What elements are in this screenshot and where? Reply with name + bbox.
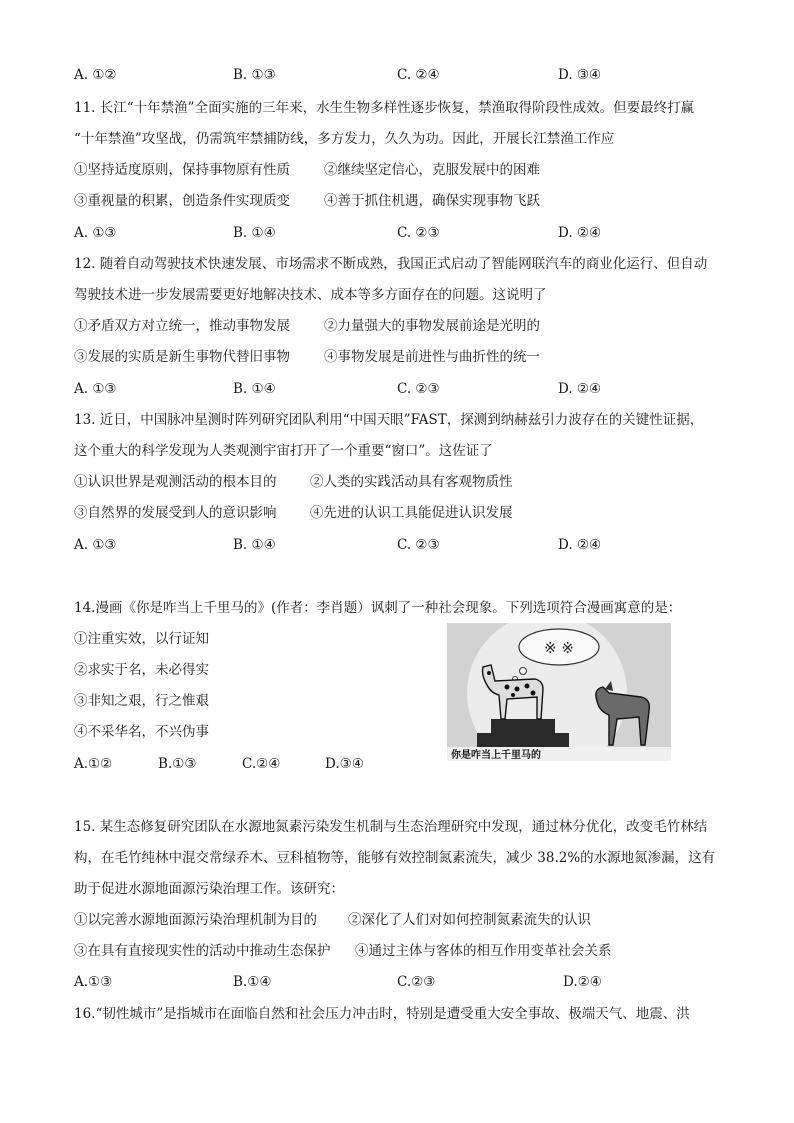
q12-option-a[interactable]: A. ①③ <box>74 381 117 397</box>
q11-option-a[interactable]: A. ①③ <box>74 225 117 241</box>
cartoon-caption: 你是咋当上千里马的 <box>451 750 541 761</box>
q15-option-c[interactable]: C.②③ <box>397 974 436 990</box>
q11-option-d[interactable]: D. ②④ <box>558 225 602 241</box>
q15-option-a[interactable]: A.①③ <box>74 974 113 990</box>
q11-option-b[interactable]: B. ①④ <box>233 225 276 241</box>
q10-option-d[interactable]: D. ③④ <box>558 67 602 83</box>
q15-option-b[interactable]: B.①④ <box>233 974 272 990</box>
q10-option-b[interactable]: B. ①③ <box>233 67 276 83</box>
q11-item-2: ②继续坚定信心，克服发展中的困难 <box>324 162 540 178</box>
cartoon-illustration <box>447 623 671 761</box>
q14-item-3: ③非知之艰，行之惟艰 <box>74 693 209 709</box>
q12-item-2: ②力量强大的事物发展前途是光明的 <box>324 318 540 334</box>
q11-option-c[interactable]: C. ②③ <box>397 225 440 241</box>
q13-item-1: ①认识世界是观测活动的根本目的 <box>74 474 277 490</box>
q14-option-d[interactable]: D.③④ <box>325 756 364 772</box>
q13-option-c[interactable]: C. ②③ <box>397 537 440 553</box>
q15-stem-line3: 助于促进水源地面源污染治理工作。该研究： <box>74 881 344 897</box>
q11-item-3: ③重视量的积累，创造条件实现质变 <box>74 193 290 209</box>
q15-item-4: ④通过主体与客体的相互作用变革社会关系 <box>355 943 612 959</box>
q12-item-1: ①矛盾双方对立统一，推动事物发展 <box>74 318 290 334</box>
q15-stem-line1: 15. 某生态修复研究团队在水源地氮素污染发生机制与生态治理研究中发现，通过林分优化，改变毛竹林结 <box>74 819 708 835</box>
q14-item-1: ①注重实效，以行证知 <box>74 631 209 647</box>
q14-option-c[interactable]: C.②④ <box>242 756 281 772</box>
q14-item-4: ④不采华名，不兴伪事 <box>74 724 209 740</box>
q13-option-a[interactable]: A. ①③ <box>74 537 117 553</box>
q12-option-d[interactable]: D. ②④ <box>558 381 602 397</box>
q13-option-b[interactable]: B. ①④ <box>233 537 276 553</box>
q14-item-2: ②求实于名，未必得实 <box>74 662 209 678</box>
q15-item-1: ①以完善水源地面源污染治理机制为目的 <box>74 912 317 928</box>
q10-option-c[interactable]: C. ②④ <box>397 67 440 83</box>
q13-item-4: ④先进的认识工具能促进认识发展 <box>310 505 513 521</box>
q14-option-a[interactable]: A.①② <box>74 756 113 772</box>
q16-stem-line1: 16.“韧性城市”是指城市在面临自然和社会压力冲击时，特别是遭受重大安全事故、极端天气、地震、洪 <box>74 1006 690 1022</box>
q15-option-d[interactable]: D.②④ <box>563 974 602 990</box>
q12-option-b[interactable]: B. ①④ <box>233 381 276 397</box>
q13-item-3: ③自然界的发展受到人的意识影响 <box>74 505 277 521</box>
q12-stem-line1: 12. 随着自动驾驶技术快速发展、市场需求不断成熟，我国正式启动了智能网联汽车的商业化运行、但自动 <box>74 256 708 272</box>
q12-item-3: ③发展的实质是新生事物代替旧事物 <box>74 349 290 365</box>
q10-option-a[interactable]: A. ①② <box>74 67 117 83</box>
q15-stem-line2: 构，在毛竹纯林中混交常绿乔木、豆科植物等，能够有效控制氮素流失，减少 38.2%的水源地氮渗漏，这有 <box>74 850 716 866</box>
q12-option-c[interactable]: C. ②③ <box>397 381 440 397</box>
q11-stem-line2: “十年禁渔”攻坚战，仍需筑牢禁捕防线，多方发力，久久为功。因此，开展长江禁渔工作应 <box>74 131 615 147</box>
cartoon-bubble-text: ※ ※ <box>544 639 574 657</box>
q14-stem: 14.漫画《你是咋当上千里马的》(作者：李肖题）讽刺了一种社会现象。下列选项符合漫画寓意的是： <box>74 600 682 616</box>
q13-option-d[interactable]: D. ②④ <box>558 537 602 553</box>
q11-item-4: ④善于抓住机遇，确保实现事物飞跃 <box>324 193 540 209</box>
q14-cartoon-image <box>447 623 671 761</box>
q14-option-b[interactable]: B.①③ <box>158 756 197 772</box>
q15-item-2: ②深化了人们对如何控制氮素流失的认识 <box>348 912 591 928</box>
q12-item-4: ④事物发展是前进性与曲折性的统一 <box>324 349 540 365</box>
q12-stem-line2: 驾驶技术进一步发展需要更好地解决技术、成本等多方面存在的问题。这说明了 <box>74 287 547 303</box>
q13-item-2: ②人类的实践活动具有客观物质性 <box>310 474 513 490</box>
q13-stem-line1: 13. 近日，中国脉冲星测时阵列研究团队利用“中国天眼”FAST，探测到纳赫兹引力波存在的关键性证据， <box>74 412 704 428</box>
q11-stem-line1: 11. 长江“十年禁渔”全面实施的三年来，水生生物多样性逐步恢复，禁渔取得阶段性成效。但要最终打赢 <box>74 100 695 116</box>
q11-item-1: ①坚持适度原则，保持事物原有性质 <box>74 162 290 178</box>
q15-item-3: ③在具有直接现实性的活动中推动生态保护 <box>74 943 331 959</box>
q13-stem-line2: 这个重大的科学发现为人类观测宇宙打开了一个重要“窗口”。这佐证了 <box>74 443 493 459</box>
